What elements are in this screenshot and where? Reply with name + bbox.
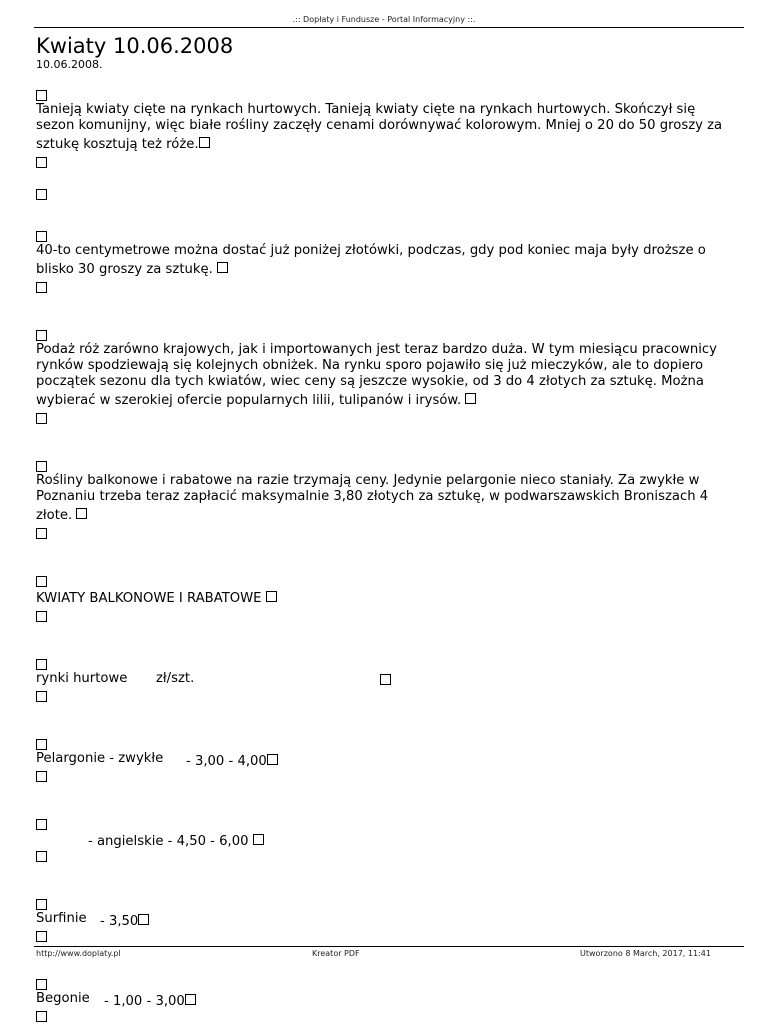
row-price: - angielskie - 4,50 - 6,00 — [88, 831, 264, 850]
table-row — [36, 751, 736, 767]
missing-glyph-box — [36, 659, 47, 670]
paragraph: 40-to centymetrowe można dostać już poniżej złotówki, podczas, gdy pod koniec maja były droższe o blisko 30 groszy za sztukę. — [36, 243, 706, 277]
missing-glyph-box — [36, 611, 47, 622]
missing-glyph-box — [76, 508, 87, 519]
footer-created: Utworzono 8 March, 2017, 11:41 — [580, 949, 711, 958]
missing-glyph-box — [36, 189, 47, 200]
missing-glyph-box — [36, 90, 47, 101]
missing-glyph-box — [266, 591, 277, 602]
article — [36, 34, 736, 1023]
missing-glyph-box — [267, 754, 278, 765]
missing-glyph-box — [36, 691, 47, 702]
footer-generator: Kreator PDF — [312, 949, 360, 958]
missing-glyph-box — [185, 994, 196, 1005]
paragraph: Tanieją kwiaty cięte na rynkach hurtowych. Tanieją kwiaty cięte na rynkach hurtowych. Skończył się sezon komunijny, więc białe rośliny zaczęły cenami dorównywać kolorowym. Mniej o 20 do 50 groszy za sztukę kosztują też róże. — [36, 102, 723, 152]
missing-glyph-box — [36, 739, 47, 750]
column-header-unit: zł/szt. — [156, 671, 195, 686]
missing-glyph-box — [36, 330, 47, 341]
table-heading: KWIATY BALKONOWE I RABATOWE — [36, 588, 736, 607]
article-title: Kwiaty 10.06.2008 — [36, 34, 234, 58]
missing-glyph-box — [36, 282, 47, 293]
row-price: - 3,50 — [100, 911, 149, 930]
missing-glyph-box — [36, 851, 47, 862]
missing-glyph-box — [36, 979, 47, 990]
table-row — [36, 991, 736, 1007]
document-header: .:: Dopłaty i Fundusze - Portal Informacyjny ::. — [292, 15, 476, 24]
footer-rule — [34, 946, 744, 947]
missing-glyph-box — [138, 914, 149, 925]
row-price: - 1,00 - 3,00 — [104, 991, 196, 1010]
row-name: Surfinie — [36, 911, 87, 926]
missing-glyph-box — [253, 834, 264, 845]
table-header-row — [36, 671, 736, 687]
table-row — [36, 831, 736, 847]
missing-glyph-box — [36, 576, 47, 587]
missing-glyph-box — [217, 262, 228, 273]
missing-glyph-box — [36, 819, 47, 830]
missing-glyph-box — [36, 899, 47, 910]
missing-glyph-box — [36, 413, 47, 424]
missing-glyph-box — [36, 231, 47, 242]
paragraph: Podaż róż zarówno krajowych, jak i importowanych jest teraz bardzo duża. W tym miesiącu pracownicy rynków spodziewają się kolejnych obniżek. Na rynku sporo pojawiło się już mieczyków, ale to dopiero początek sezonu dla tych kwiatów, wiec ceny są jeszcze wysokie, od 3 do 4 złotych za sztukę. Można wybierać w szerokiej ofercie popularnych lilii, tulipanów i irysów. — [36, 342, 717, 408]
article-date: 10.06.2008. — [36, 58, 103, 71]
column-header-markets: rynki hurtowe — [36, 671, 128, 686]
missing-glyph-box — [36, 1011, 47, 1022]
missing-glyph-box — [36, 931, 47, 942]
missing-glyph-box — [36, 157, 47, 168]
row-name: Pelargonie - zwykłe — [36, 751, 164, 766]
missing-glyph-box — [36, 528, 47, 539]
row-name: Begonie — [36, 991, 90, 1006]
missing-glyph-box — [465, 393, 476, 404]
missing-glyph-box — [36, 461, 47, 472]
missing-glyph-box — [36, 771, 47, 782]
paragraph: Rośliny balkonowe i rabatowe na razie trzymają ceny. Jedynie pelargonie nieco staniały. Za zwykłe w Poznaniu trzeba teraz zapłacić maksymalnie 3,80 złotych za sztukę, w podwarszawskich Broniszach 4 złote. — [36, 473, 709, 523]
header-rule — [34, 27, 744, 28]
missing-glyph-box — [199, 137, 210, 148]
missing-glyph-box — [380, 674, 391, 685]
row-price: - 3,00 - 4,00 — [186, 751, 278, 770]
table-row — [36, 911, 736, 927]
footer-url: http://www.doplaty.pl — [36, 949, 121, 958]
